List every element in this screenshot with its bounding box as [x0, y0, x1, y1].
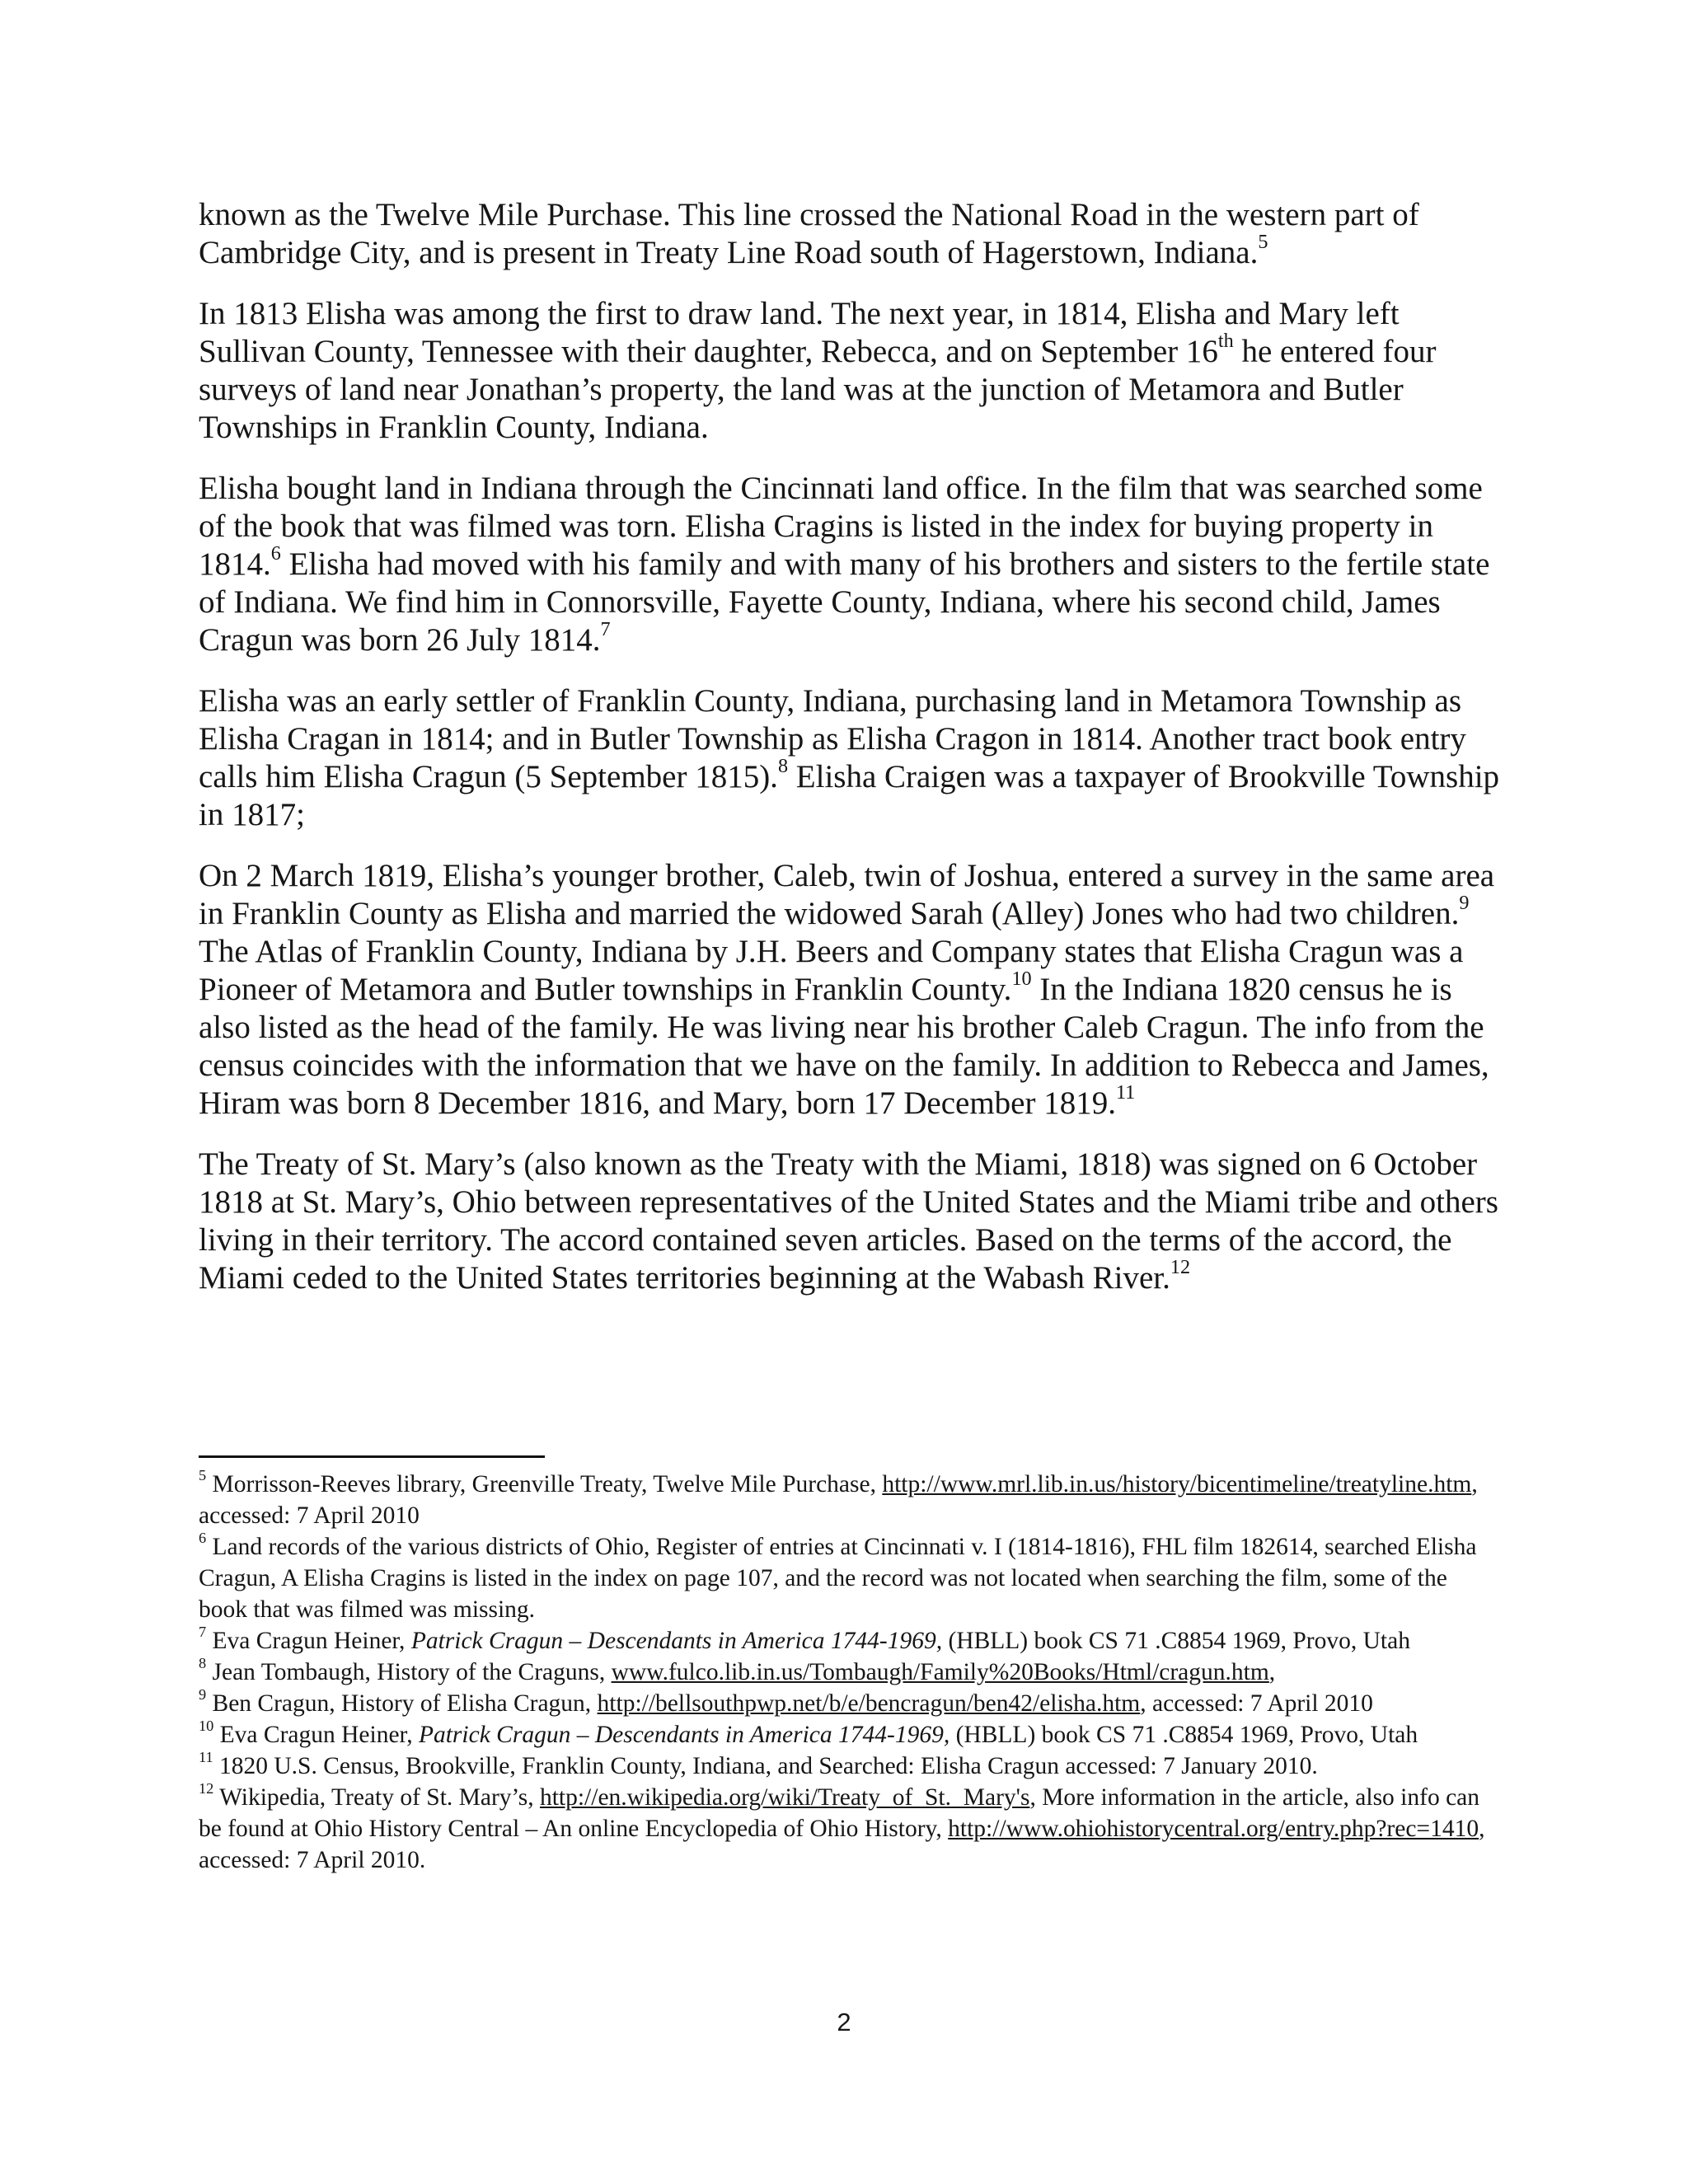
text-run: Ben Cragun, History of Elisha Cragun, — [206, 1690, 598, 1717]
footnote-marker: 10 — [199, 1718, 214, 1735]
text-run: Elisha Craigen was a taxpayer of Brookville Township in 1817; — [199, 759, 1500, 832]
text-run: Eva Cragun Heiner, — [206, 1628, 411, 1654]
paragraph — [199, 470, 1501, 659]
page-number: 2 — [837, 2008, 851, 2036]
text-run: (HBLL) book CS 71 .C8854 1969, Provo, Utah — [942, 1628, 1410, 1654]
book-title: Patrick Cragun – Descendants in America 1744-1969, — [418, 1722, 950, 1748]
text-run: Elisha was an early settler of Franklin County, Indiana, purchasing land in Metamora Township as Elisha Cragan in 1814; and in Butler Township as Elisha Cragon in 1814. Another tract book entry calls him Elisha Cragun (5 September 1815). — [199, 683, 1466, 794]
footnote-marker: 12 — [199, 1780, 214, 1797]
text-run: , accessed: 7 April 2010 — [1140, 1690, 1373, 1717]
paragraph — [199, 295, 1501, 447]
text-run: , accessed: 7 April 2010 — [199, 1471, 1478, 1529]
footnote-reference: th — [1217, 330, 1234, 353]
footnote-separator — [199, 1455, 545, 1458]
text-run: In 1813 Elisha was among the first to draw land. The next year, in 1814, Elisha and Mary left Sullivan County, Tennessee with their daughter, Rebecca, and on September 16 — [199, 296, 1400, 369]
text-run: he entered four surveys of land near Jonathan’s property, the land was at the junction of Metamora and Butler Townships in Franklin County, Indiana. — [199, 334, 1437, 445]
footnote-link[interactable]: http://www.ohiohistorycentral.org/entry.php?rec=1410 — [948, 1816, 1479, 1842]
paragraph — [199, 1146, 1501, 1297]
text-run: In the Indiana 1820 census he is also listed as the head of the family. He was living near his brother Caleb Cragun. The info from the census coincides with the information that we have on the family. In addition to Rebecca and James, Hiram was born 8 December 1816, and Mary, born 17 December 1819. — [199, 972, 1489, 1121]
footnote — [199, 1688, 1501, 1719]
footnote-marker: 7 — [199, 1624, 207, 1641]
footnote-reference: 11 — [1115, 1081, 1136, 1104]
text-run: , accessed: 7 April 2010. — [199, 1816, 1485, 1873]
footnote-marker: 5 — [199, 1467, 207, 1484]
footnote-reference: 5 — [1258, 231, 1268, 254]
text-run: , — [1268, 1659, 1276, 1685]
text-run: Elisha bought land in Indiana through the Cincinnati land office. In the film that was searched some of the book that was filmed was torn. Elisha Cragins is listed in the index for buying property in 1814. — [199, 471, 1483, 582]
text-run: Jean Tombaugh, History of the Craguns, — [206, 1659, 612, 1685]
footnote-link[interactable]: www.fulco.lib.in.us/Tombaugh/Family%20Books/Html/cragun.htm — [611, 1659, 1269, 1685]
text-run: Elisha had moved with his family and with many of his brothers and sisters to the fertile state of Indiana. We find him in Connorsville, Fayette County, Indiana, where his second child, James Cragun was born 26 July 1814. — [199, 546, 1490, 658]
body-text — [199, 196, 1501, 1320]
footnote-marker: 11 — [199, 1749, 213, 1766]
footnote-reference: 12 — [1170, 1256, 1191, 1279]
footnote-reference: 6 — [270, 542, 281, 565]
footnote-marker: 8 — [199, 1655, 207, 1672]
paragraph — [199, 857, 1501, 1122]
footnote-reference: 10 — [1011, 968, 1032, 991]
footnote — [199, 1469, 1501, 1531]
text-run: The Treaty of St. Mary’s (also known as the Treaty with the Miami, 1818) was signed on 6 October 1818 at St. Mary’s, Ohio between representatives of the United States and the Miami tribe and others living in their territory. The accord contained seven articles. Based on the terms of the accord, the Miami ceded to the United States territories beginning at the Wabash River. — [199, 1146, 1498, 1296]
text-run: known as the Twelve Mile Purchase. This line crossed the National Road in the western part of Cambridge City, and is present in Treaty Line Road south of Hagerstown, Indiana. — [199, 197, 1419, 270]
footnote-link[interactable]: http://bellsouthpwp.net/b/e/bencragun/ben42/elisha.htm — [597, 1690, 1141, 1717]
footnote — [199, 1750, 1501, 1782]
text-run: The Atlas of Franklin County, Indiana by J.H. Beers and Company states that Elisha Cragun was a Pioneer of Metamora and Butler townships in Franklin County. — [199, 934, 1464, 1007]
footnote-link[interactable]: http://www.mrl.lib.in.us/history/bicentimeline/treatyline.htm — [882, 1471, 1472, 1497]
footnote-reference: 9 — [1459, 892, 1470, 915]
footnote — [199, 1719, 1501, 1750]
text-run: , More information in the article, also info can be found at Ohio History Central – An online Encyclopedia of Ohio History, — [199, 1784, 1480, 1842]
text-run: Wikipedia, Treaty of St. Mary’s, — [213, 1784, 540, 1811]
footnote — [199, 1625, 1501, 1657]
footnote-reference: 8 — [777, 755, 789, 778]
footnote — [199, 1531, 1501, 1625]
text-run: 1820 U.S. Census, Brookville, Franklin County, Indiana, and Searched: Elisha Cragun accessed: 7 January 2010. — [213, 1753, 1318, 1779]
footnotes-section — [199, 1469, 1501, 1876]
book-title: Patrick Cragun – Descendants in America 1744-1969, — [410, 1628, 943, 1654]
footnote-link[interactable]: http://en.wikipedia.org/wiki/Treaty_of_St._Mary's — [539, 1784, 1030, 1811]
footnote-marker: 9 — [199, 1686, 207, 1704]
text-run: (HBLL) book CS 71 .C8854 1969, Provo, Utah — [950, 1722, 1418, 1748]
footnote — [199, 1782, 1501, 1876]
footnote — [199, 1657, 1501, 1688]
text-run: Land records of the various districts of Ohio, Register of entries at Cincinnati v. I (1814-1816), FHL film 182614, searched Elisha Cragun, A Elisha Cragins is listed in the index on page 107, and the record was not located when searching the film, some of the book that was filmed was missing. — [199, 1534, 1477, 1623]
paragraph — [199, 682, 1501, 834]
text-run: On 2 March 1819, Elisha’s younger brother, Caleb, twin of Joshua, entered a survey in the same area in Franklin County as Elisha and married the widowed Sarah (Alley) Jones who had two children. — [199, 858, 1495, 931]
footnote-reference: 7 — [600, 618, 611, 641]
text-run: Eva Cragun Heiner, — [213, 1722, 419, 1748]
footnote-marker: 6 — [199, 1530, 207, 1547]
paragraph — [199, 196, 1501, 272]
text-run: Morrisson-Reeves library, Greenville Treaty, Twelve Mile Purchase, — [206, 1471, 883, 1497]
